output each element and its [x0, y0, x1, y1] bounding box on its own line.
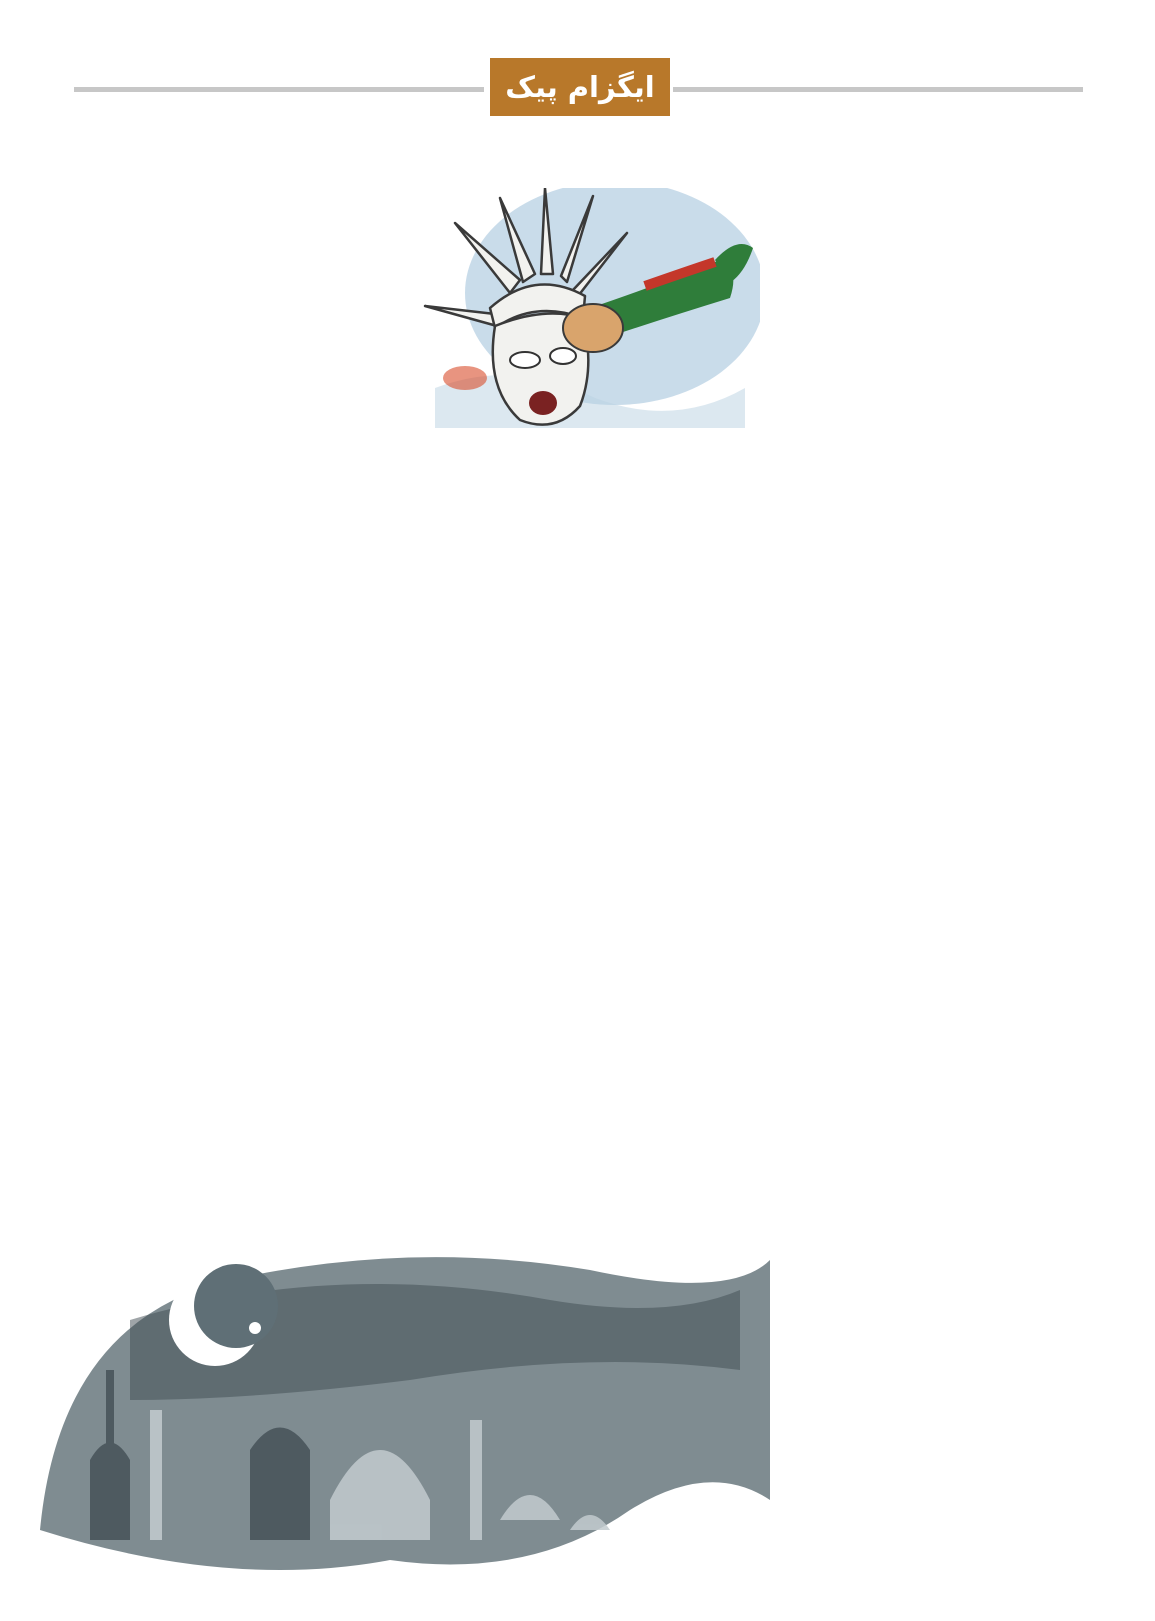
- statue-of-liberty-illustration: [415, 188, 760, 428]
- article-column-left: [69, 198, 387, 1298]
- article-column-middle-continuation: [570, 1240, 770, 1380]
- article-column-right: [772, 198, 1087, 1598]
- header-rule-left: [74, 87, 484, 92]
- header-rule-right: [673, 87, 1083, 92]
- article-column-middle: [420, 460, 735, 1240]
- section-title: ایگزام پیک: [490, 58, 670, 116]
